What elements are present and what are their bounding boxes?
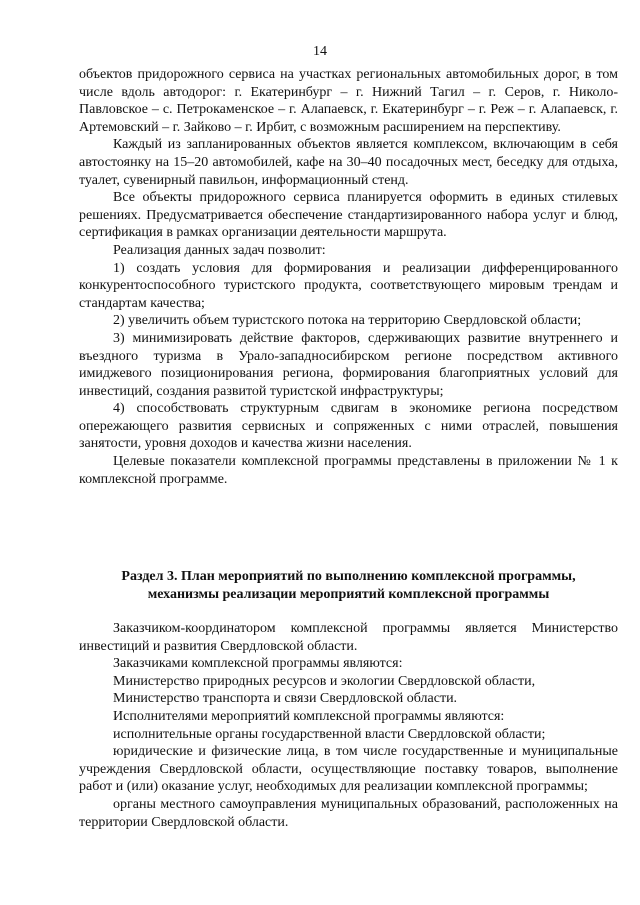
paragraph: Каждый из запланированных объектов является комплексом, включающим в себя автостоянку на 15–20 автомобилей, кафе на 30–40 посадочных мест, беседку для отдыха, туалет, сувенирный павильон, информационный стенд.	[79, 137, 618, 188]
paragraph: Исполнителями мероприятий комплексной программы являются:	[113, 708, 505, 724]
paragraph: Заказчиком-координатором комплексной программы является Министерство инвестиций и развития Свердловской области.	[79, 621, 618, 654]
paragraph: Целевые показатели комплексной программы представлены в приложении № 1 к комплексной программе.	[79, 454, 618, 487]
upper-text-block	[79, 66, 618, 488]
section-heading: Раздел 3. План мероприятий по выполнению комплексной программы, механизмы реализации мероприятий комплексной программы	[121, 569, 576, 602]
list-item: органы местного самоуправления муниципальных образований, расположенных на территории Свердловской области.	[79, 796, 618, 830]
list-item: 2) увеличить объем туристского потока на территорию Свердловской области;	[113, 313, 582, 329]
paragraph: Реализация данных задач позволит:	[113, 242, 326, 258]
list-item: Министерство природных ресурсов и экологии Свердловской области,	[113, 673, 536, 689]
list-item: 1) создать условия для формирования и реализации дифференцированного конкурентоспособного туристского продукта, соответствующего мировым трендам и стандартам качества;	[79, 260, 618, 311]
list-item: исполнительные органы государственной власти Свердловской области;	[113, 726, 546, 742]
section-heading-block	[79, 568, 618, 604]
paragraph: Все объекты придорожного сервиса планируется оформить в единых стилевых решениях. Предусматривается обеспечение стандартизированного набора услуг и блюд, сертификация в рамках организации деятельности маршрута.	[79, 190, 618, 241]
lower-text-block	[79, 620, 618, 831]
list-item: 3) минимизировать действие факторов, сдерживающих развитие внутреннего и въездного туризма в Урало-западносибирском регионе посредством активного имиджевого позиционирования региона, формирования благоприятных условий для инвестиций, создания развитой туристской инфраструктуры;	[79, 330, 618, 399]
paragraph: объектов придорожного сервиса на участках региональных автомобильных дорог, в том числе вдоль автодорог: г. Екатеринбург – г. Нижний Тагил – г. Серов, г. Николо-Павловское – с. Петрокаменское – г. Алапаевск, г. Екатеринбург – г. Реж – г. Алапаевск, г. Артемовский – г. Зайково – г. Ирбит, с возможным расширением на перспективу.	[79, 67, 618, 135]
page-number: 14	[313, 44, 327, 59]
paragraph: Заказчиками комплексной программы являются:	[113, 656, 403, 672]
list-item: юридические и физические лица, в том числе государственные и муниципальные учреждения Свердловской области, осуществляющие поставку товаров, выполнение работ и (или) оказание услуг, необходимых для реализации комплексной программы;	[79, 744, 618, 795]
list-item: 4) способствовать структурным сдвигам в экономике региона посредством опережающего развития сервисных и сопряженных с ними отраслей, повышения занятости, уровня доходов и качества жизни населения.	[79, 401, 618, 452]
list-item: Министерство транспорта и связи Свердловской области.	[113, 691, 458, 707]
